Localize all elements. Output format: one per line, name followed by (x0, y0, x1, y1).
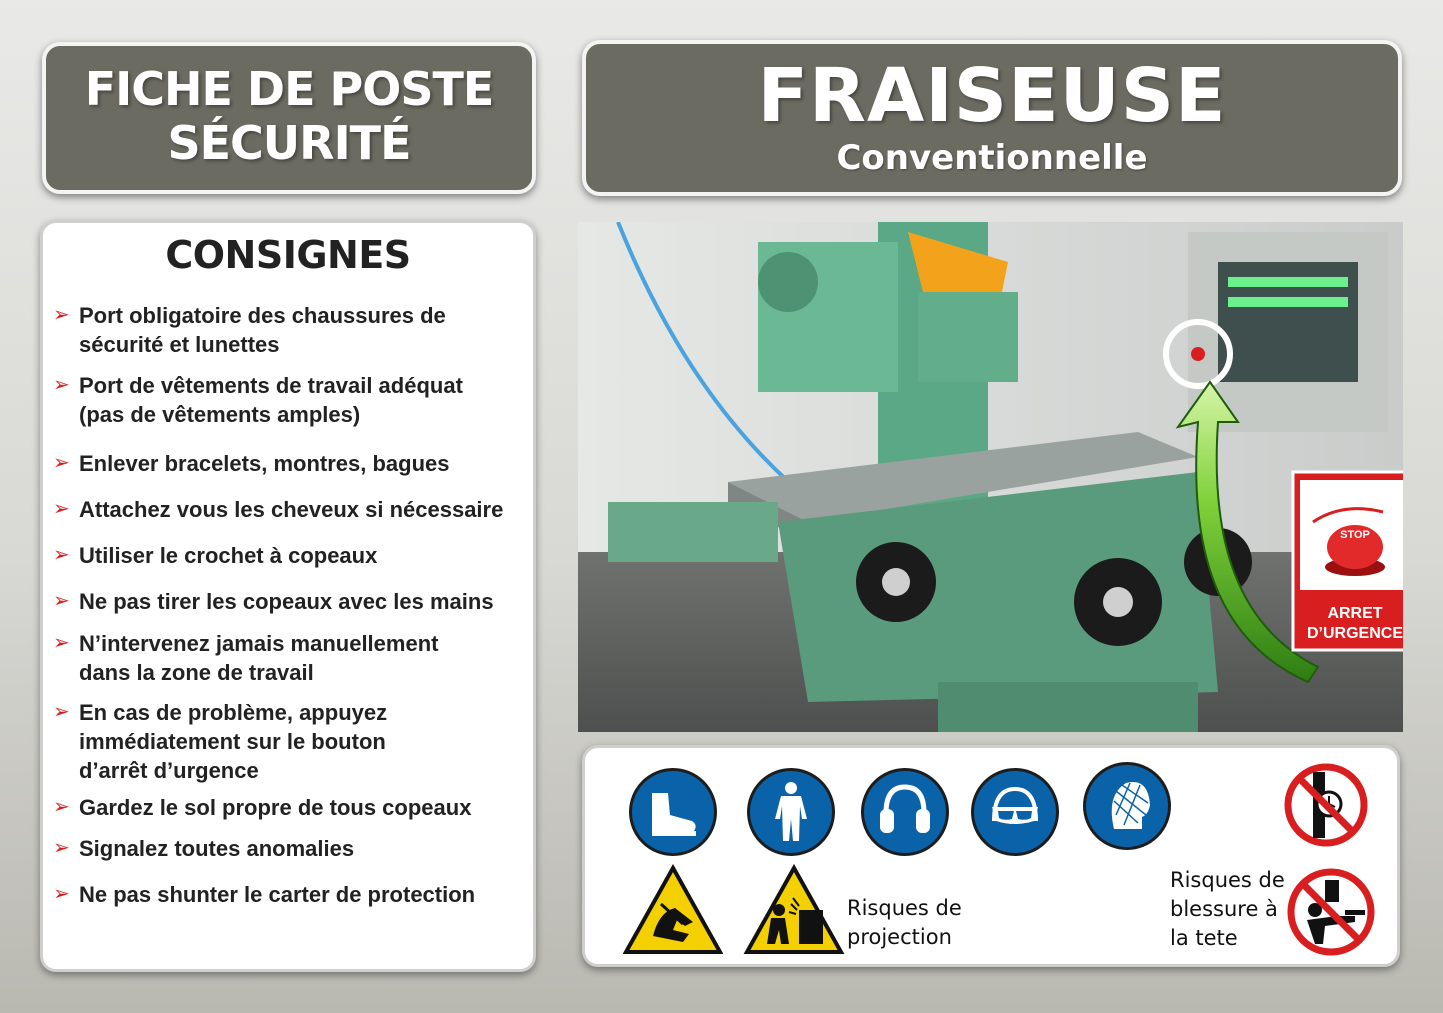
red-arrow-icon: ➢ (53, 452, 70, 474)
projection-risk-label: Risques de projection (847, 896, 962, 949)
red-arrow-icon: ➢ (53, 498, 70, 520)
fiche-title-panel (42, 42, 536, 194)
red-arrow-icon: ➢ (53, 837, 70, 859)
consigne-item: ➢ Signalez toutes anomalies (53, 836, 355, 861)
red-arrow-icon: ➢ (53, 883, 70, 905)
milling-machine-illustration (578, 222, 1403, 732)
consigne-item: ➢ Gardez le sol propre de tous copeaux (53, 795, 472, 820)
red-arrow-icon: ➢ (53, 701, 70, 723)
no-watch-icon (1283, 762, 1369, 848)
projection-warning-icon (743, 864, 845, 956)
no-reaching-icon (1285, 866, 1377, 958)
consigne-item: ➢ Enlever bracelets, montres, bagues (53, 451, 450, 476)
consignes-heading: CONSIGNES (165, 233, 411, 277)
machine-subtitle: Conventionnelle (836, 138, 1148, 178)
red-arrow-icon: ➢ (53, 544, 70, 566)
consigne-item: ➢ Ne pas shunter le carter de protection (53, 882, 476, 907)
eye-protection-icon (971, 768, 1059, 856)
red-arrow-icon: ➢ (53, 632, 70, 654)
red-arrow-icon: ➢ (53, 374, 70, 396)
red-arrow-icon: ➢ (53, 590, 70, 612)
consigne-item: ➢ Attachez vous les cheveux si nécessaire (53, 497, 504, 522)
fiche-title-line2: SÉCURITÉ (167, 116, 411, 170)
consigne-item: ➢ N’intervenez jamais manuellement dans la zone de travail (53, 631, 439, 685)
red-arrow-icon: ➢ (53, 796, 70, 818)
hand-crush-warning-icon (623, 864, 723, 956)
consigne-item: ➢ En cas de problème, appuyez immédiatement sur le bouton d’arrêt d’urgence (53, 700, 388, 783)
ear-protection-icon (861, 768, 949, 856)
emergency-sign-line2: D’URGENCE (1306, 625, 1403, 642)
machine-photo (578, 222, 1403, 732)
stop-button-label: STOP (1340, 529, 1370, 541)
fiche-title-line1: FICHE DE POSTE (84, 62, 494, 116)
consignes-panel (40, 220, 536, 972)
protective-clothing-icon (747, 768, 835, 856)
head-injury-risk-label: Risques de blessure à la tete (1170, 868, 1285, 950)
consigne-item: ➢ Port de vêtements de travail adéquat (pas de vêtements amples) (53, 373, 463, 427)
hair-net-icon (1083, 762, 1171, 850)
consigne-item: ➢ Port obligatoire des chaussures de sécurité et lunettes (53, 303, 446, 357)
safety-signs-panel (582, 745, 1400, 967)
machine-title-panel (582, 40, 1402, 196)
safety-boots-icon (629, 768, 717, 856)
machine-title: FRAISEUSE (757, 53, 1227, 139)
consigne-item: ➢ Utiliser le crochet à copeaux (53, 543, 378, 568)
red-arrow-icon: ➢ (53, 304, 70, 326)
emergency-sign-line1: ARRET (1327, 605, 1383, 622)
consigne-item: ➢ Ne pas tirer les copeaux avec les mains (53, 589, 494, 614)
